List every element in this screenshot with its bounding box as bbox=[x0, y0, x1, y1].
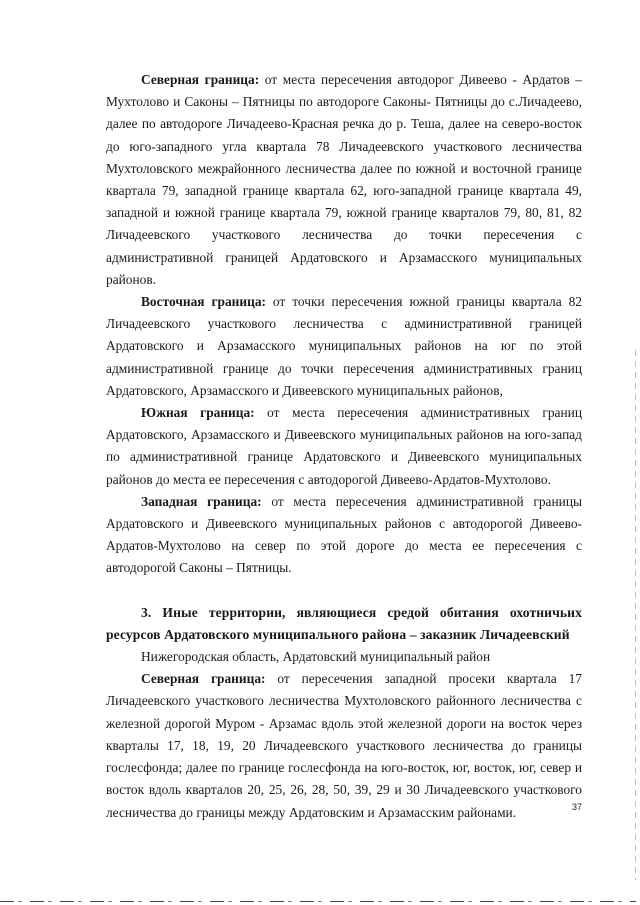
paragraph-north-border bbox=[106, 69, 582, 291]
page-number: 37 bbox=[571, 802, 582, 812]
section-spacer bbox=[106, 580, 582, 602]
west-border-text: от места пересечения административной границы Ардатовского и Дивеевского муниципальных районов с автодорогой Дивеево-Ардатов-Мухтолово на север по этой дороге до места ее пересечения с автодорогой Саконы – Пятницы. bbox=[106, 493, 582, 576]
region-line: Нижегородская область, Ардатовский муниципальный район bbox=[141, 649, 491, 665]
east-border-label: Восточная граница: bbox=[141, 294, 266, 310]
section-3-heading: 3. Иные территории, являющиеся средой обитания охотничьих ресурсов Ардатовского муниципального района – заказник Личадеевский bbox=[106, 604, 582, 642]
reserve-north-border-label: Северная граница: bbox=[141, 671, 266, 687]
scan-edge-right bbox=[635, 350, 636, 880]
north-border-text: от места пересечения автодорог Дивеево - Ардатов – Мухтолово и Саконы – Пятницы по автодороге Саконы- Пятницы до с.Личадеево, далее по автодороге Личадеево-Красная речка до р. Теша, далее на северо-восток до юго-западного угла квартала 78 Личадеевского участкового лесничества Мухтоловского межрайонного лесничества далее по южной и восточной границе квартала 79, западной границе квартала 62, юго-западной границе квартала 49, западной и южной границе квартала 79, южной границе кварталов 79, 80, 81, 82 Личадеевского участкового лесничества до точки пересечения с административной границей Ардатовского и Арзамасского муниципальных районов. bbox=[106, 72, 582, 287]
scan-edge-bottom bbox=[0, 901, 636, 902]
south-border-text: от места пересечения административных границ Ардатовского, Арзамасского и Дивеевского муниципальных районов на юго-запад по административной границе Ардатовского и Дивеевского муниципальных районов до места ее пересечения с автодорогой Дивеево-Ардатов-Мухтолово. bbox=[106, 405, 582, 487]
paragraph-east-border bbox=[106, 291, 582, 402]
west-border-label: Западная граница: bbox=[141, 493, 262, 509]
paragraph-west-border bbox=[106, 491, 582, 580]
paragraph-reserve-north-border bbox=[106, 668, 582, 823]
north-border-label: Северная граница: bbox=[141, 72, 260, 87]
document-body bbox=[106, 69, 582, 824]
south-border-label: Южная граница: bbox=[141, 405, 255, 421]
reserve-north-border-text: от пересечения западной просеки квартала 17 Личадеевского участкового лесничества Мухтоловского районного лесничества с железной дорогой Муром - Арзамас вдоль этой железной дороги на восток через кварталы 17, 18, 19, 20 Личадеевского участкового лесничества до границы гослесфонда; далее по границе гослесфонда на юго-восток, юг, восток, юг, север и восток вдоль кварталов 20, 25, 26, 28, 50, 39, 29 и 30 Личадеевского участкового лесничества до границы между Ардатовским и Арзамасским районами. bbox=[106, 671, 583, 820]
east-border-text: от точки пересечения южной границы квартала 82 Личадеевского участкового лесничества с административной границей Ардатовского и Арзамасского муниципальных районов на юг по этой административной границе до точки пересечения административных границ Ардатовского, Арзамасского и Дивеевского муниципальных районов, bbox=[106, 294, 583, 398]
paragraph-south-border bbox=[106, 402, 582, 491]
